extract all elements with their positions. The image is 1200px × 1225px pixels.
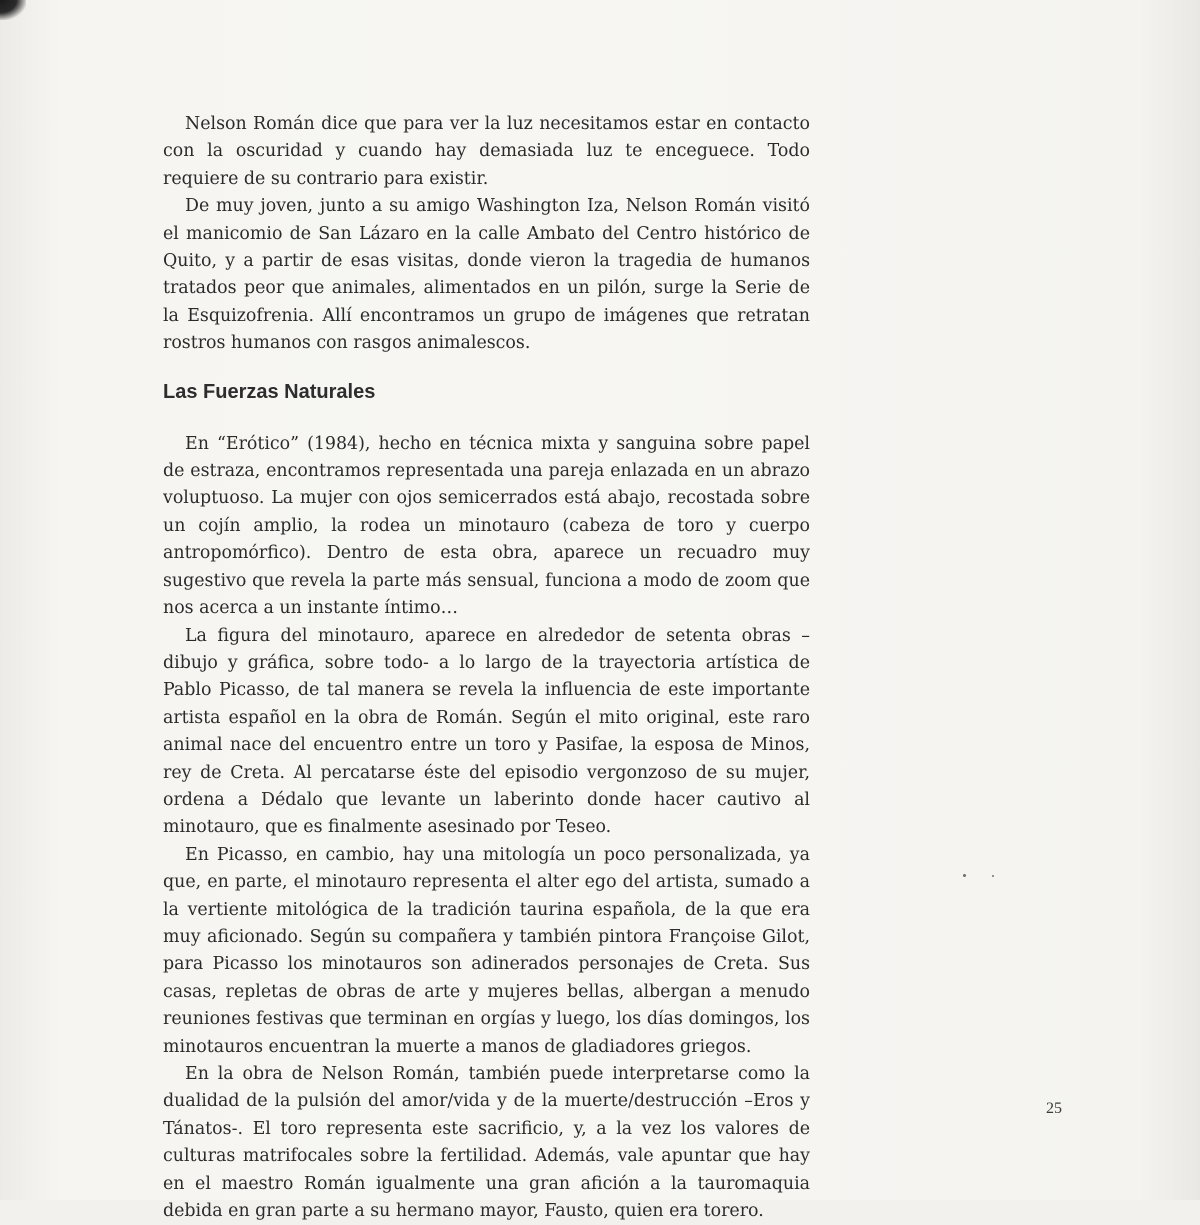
body-text-column xyxy=(163,111,810,1225)
section-paragraph-2: La figura del minotauro, aparece en alrededor de setenta obras –dibujo y gráfica, sobre todo- a lo largo de la trayectoria artística de Pablo Picasso, de tal manera se revela la influencia de este importante artista español en la obra de Román. Según el mito original, este raro animal nace del encuentro entre un toro y Pasifae, la esposa de Minos, rey de Creta. Al percatarse éste del episodio vergonzoso de su mujer, ordena a Dédalo que levante un laberinto donde hacer cautivo al minotauro, que es finalmente asesinado por Teseo. xyxy=(163,625,810,838)
section-paragraph-1: En “Erótico” (1984), hecho en técnica mixta y sanguina sobre papel de estraza, encontramos representada una pareja enlazada en un abrazo voluptuoso. La mujer con ojos semicerrados está abajo, recostada sobre un cojín amplio, la rodea un minotauro (cabeza de toro y cuerpo antropomórfico). Dentro de esta obra, aparece un recuadro muy sugestivo que revela la parte más sensual, funciona a modo de zoom que nos acerca a un instante íntimo… xyxy=(163,433,810,619)
scan-speck xyxy=(992,875,994,877)
section-paragraph-3: En Picasso, en cambio, hay una mitología un poco personalizada, ya que, en parte, el minotauro representa el alter ego del artista, sumado a la vertiente mitológica de la tradición taurina española, de la que era muy aficionado. Según su compañera y también pintora Françoise Gilot, para Picasso los minotauros son adinerados personajes de Creta. Sus casas, repletas de obras de arte y mujeres bellas, albergan a menudo reuniones festivas que terminan en orgías y luego, los días domingos, los minotauros encuentran la muerte a manos de gladiadores griegos. xyxy=(163,844,810,1057)
scan-corner-shadow xyxy=(0,0,26,20)
page-number: 25 xyxy=(1046,1100,1062,1117)
scan-speck xyxy=(963,874,966,877)
intro-paragraph-2: De muy joven, junto a su amigo Washington Iza, Nelson Román visitó el manicomio de San Lázaro en la calle Ambato del Centro histórico de Quito, y a partir de esas visitas, donde vieron la tragedia de humanos tratados peor que animales, alimentados en un pilón, surge la Serie de la Esquizofrenia. Allí encontramos un grupo de imágenes que retratan rostros humanos con rasgos animalescos. xyxy=(163,196,810,354)
section-paragraph-4: En la obra de Nelson Román, también puede interpretarse como la dualidad de la pulsión del amor/vida y de la muerte/destrucción –Eros y Tánatos-. El toro representa este sacrificio, y, a la vez los valores de culturas matrifocales sobre la fertilidad. Además, vale apuntar que hay en el maestro Román igualmente una gran afición a la tauromaquia debida en gran parte a su hermano mayor, Fausto, quien era torero. xyxy=(163,1064,810,1222)
intro-paragraph-1: Nelson Román dice que para ver la luz necesitamos estar en contacto con la oscuridad y cuando hay demasiada luz te enceguece. Todo requiere de su contrario para existir. xyxy=(163,114,810,189)
section-heading: Las Fuerzas Naturales xyxy=(163,380,376,403)
